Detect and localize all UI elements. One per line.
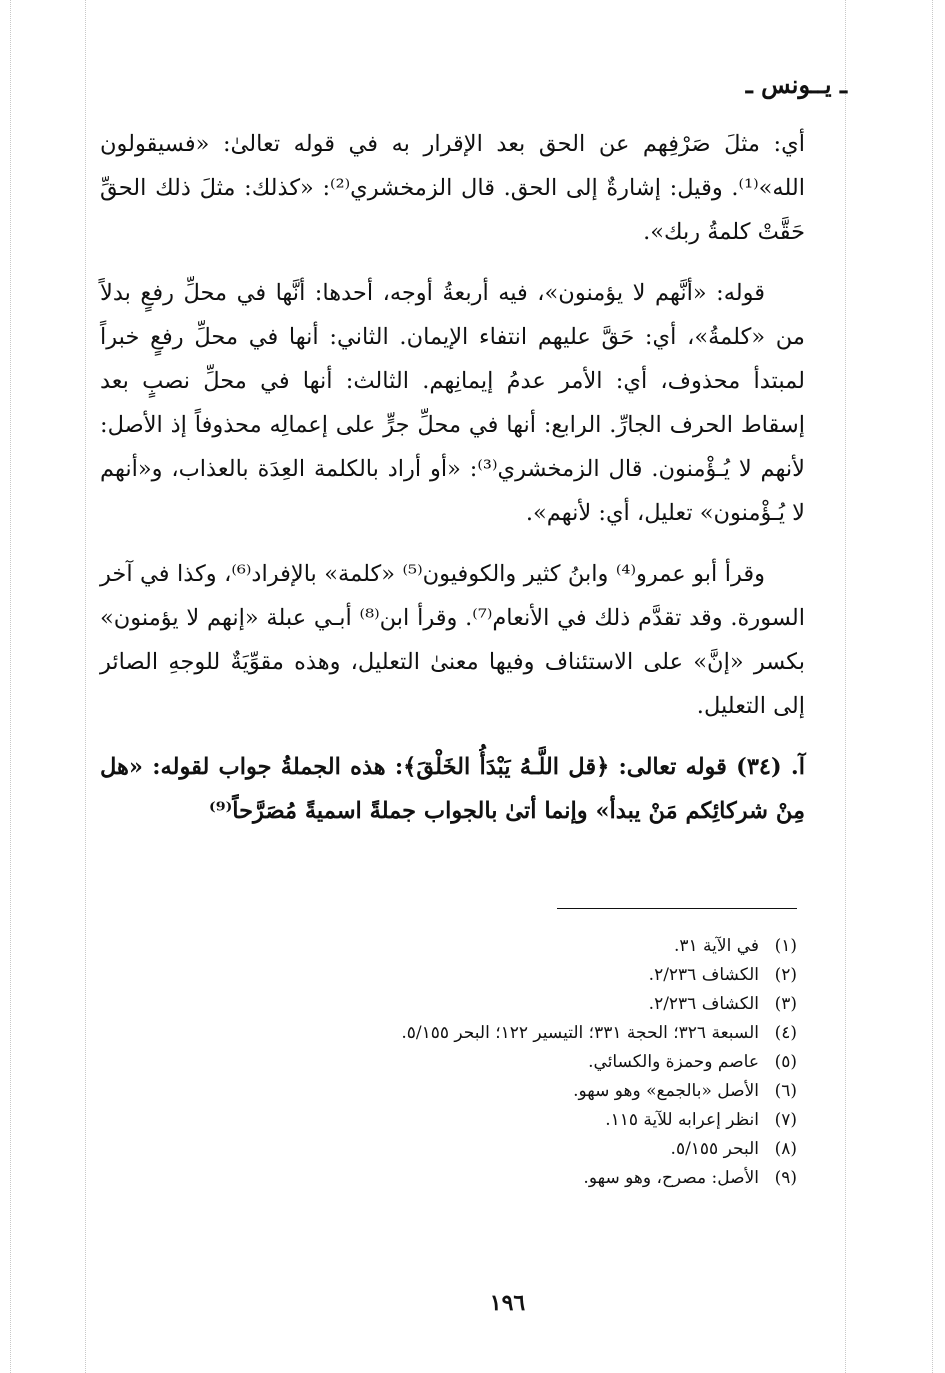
footnote-number: (١) — [774, 936, 797, 956]
footnote-number: (٢) — [774, 965, 797, 985]
paragraph: أي: مثلَ صَرْفِهم عن الحق بعد الإقرار به في قوله تعالىٰ: «فسيقولون الله»⁽¹⁾. وقيل: إشارةٌ إلى الحق. قال الزمخشري⁽²⁾: «كذلك: مثلَ ذلك الحقِّ حَقَّتْ كلمةُ ربك». — [100, 131, 806, 245]
footnote-text: الأصل: مصرح، وهو سهو. — [583, 1168, 759, 1188]
footnote-number: (٥) — [774, 1052, 797, 1072]
footnote-number: (٤) — [774, 1023, 797, 1043]
footnote — [237, 1019, 797, 1048]
footnote-number: (٣) — [774, 994, 797, 1014]
running-head: ـ يــونس ـ — [745, 70, 847, 99]
footnote-number: (٩) — [774, 1168, 797, 1188]
footnote — [237, 990, 797, 1019]
footnote-text: الكشاف ٢/٢٣٦. — [648, 994, 759, 1014]
footnote-number: (٧) — [774, 1110, 797, 1130]
scan-edge — [932, 0, 933, 1373]
footnote — [237, 961, 797, 990]
scan-edge — [10, 0, 11, 1373]
footnote-text: في الآية ٣١. — [673, 936, 759, 956]
footnote-divider — [557, 908, 797, 909]
page-number: ١٩٦ — [489, 1290, 526, 1316]
footnote-text: الكشاف ٢/٢٣٦. — [648, 965, 759, 985]
paragraph: قوله: «أنَّهم لا يؤمنون»، فيه أربعةُ أوجه، أحدها: أنَّها في محلِّ رفعٍ بدلاً من «كلمةُ»، أي: حَقَّ عليهم انتفاء الإيمان. الثاني: أنها في محلِّ رفعٍ خبراً لمبتدأ محذوف، أي: الأمر عدمُ إيمانِهم. الثالث: أنها في محلِّ نصبٍ بعد إسقاط الحرف الجارِّ. الرابع: أنها في محلِّ جرٍّ على إعمالِه محذوفاً إذ الأصل: لأنهم لا يُـؤْمنون. قال الزمخشري⁽³⁾: «أو أراد بالكلمة العِدَة بالعذاب، و«أنهم لا يُـؤْمنون» تعليل، أي: لأنهم». — [100, 280, 805, 526]
footnote-number: (٨) — [774, 1139, 797, 1159]
footnote-text: انظر إعرابه للآية ١١٥. — [605, 1110, 759, 1130]
footnote-text: عاصم وحمزة والكسائي. — [588, 1052, 759, 1072]
footnote-text: السبعة ٣٢٦؛ الحجة ٣٣١؛ التيسير ١٢٢؛ البحر ٥/١٥٥. — [401, 1023, 759, 1043]
footnote — [237, 1048, 797, 1077]
footnote — [237, 1164, 797, 1193]
footnotes-list — [237, 932, 797, 1193]
paragraph: آ. (٣٤) قوله تعالى: ﴿قل اللَّـهُ يَبْدَأُ الخَلْقَ﴾: هذه الجملةُ جواب لقوله: «هل مِنْ شركائِكم مَنْ يبدأ» وإنما أتىٰ بالجواب جملةً اسميةً مُصَرَّحاً⁽⁹⁾ — [100, 754, 805, 824]
scan-edge — [85, 0, 86, 1373]
footnote-number: (٦) — [774, 1081, 797, 1101]
footnote — [237, 1106, 797, 1135]
footnote — [237, 932, 797, 961]
footnote-text: البحر ٥/١٥٥. — [670, 1139, 759, 1159]
main-text — [100, 122, 805, 850]
footnote-text: الأصل «بالجمع» وهو سهو. — [573, 1081, 759, 1101]
paragraph: وقرأ أبو عمرو⁽⁴⁾ وابنُ كثير والكوفيون⁽⁵⁾ «كلمة» بالإفراد⁽⁶⁾، وكذا في آخر السورة. وقد تقدَّم ذلك في الأنعام⁽⁷⁾. وقرأ ابن⁽⁸⁾ أبـي عبلة «إنهم لا يؤمنون» بكسر «إنَّ» على الاستئناف وفيها معنىٰ التعليل، وهذه مقوِّيَةٌ للوجهِ الصائر إلى التعليل. — [100, 561, 805, 719]
scan-edge — [845, 0, 846, 1373]
footnote — [237, 1077, 797, 1106]
footnote — [237, 1135, 797, 1164]
